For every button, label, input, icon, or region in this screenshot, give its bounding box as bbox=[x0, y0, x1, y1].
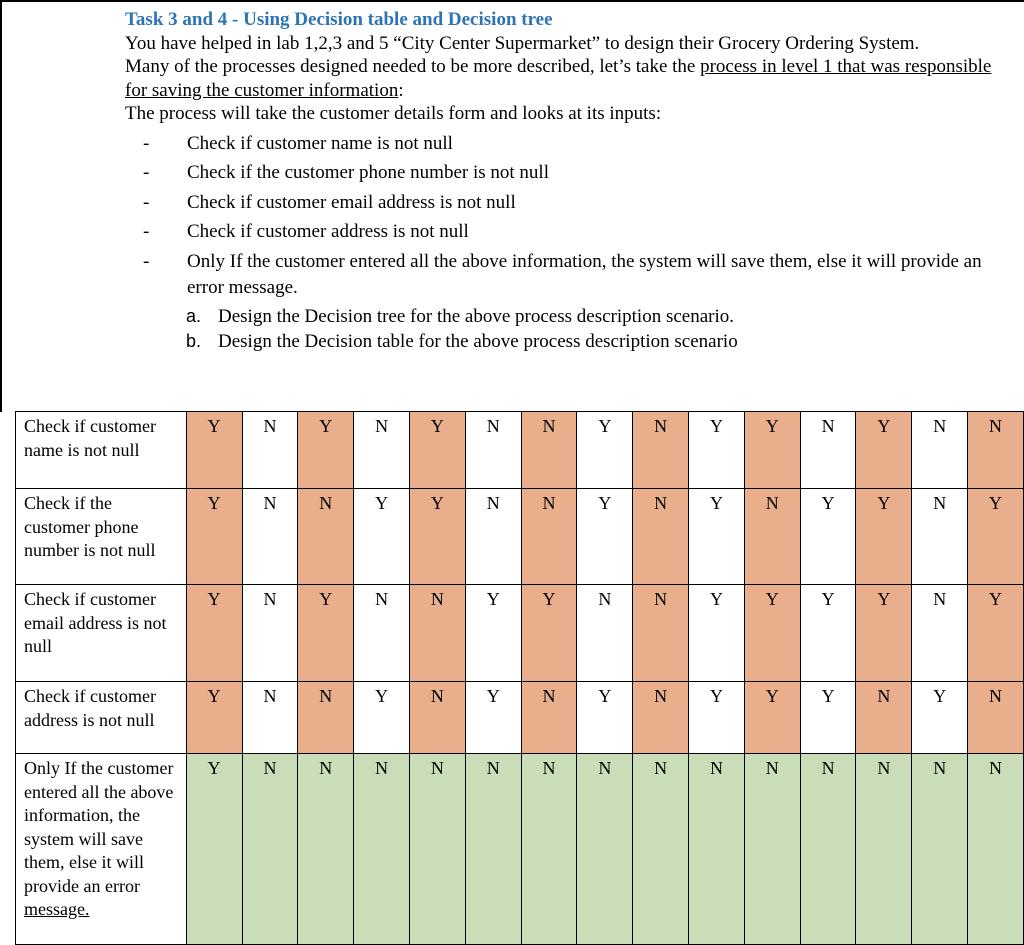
rule-cell: N bbox=[633, 754, 689, 945]
rule-cell: N bbox=[912, 754, 968, 945]
decision-table-row bbox=[16, 682, 1024, 754]
rule-cell: Y bbox=[298, 585, 354, 682]
rule-cell: Y bbox=[577, 682, 633, 754]
rule-cell: Y bbox=[689, 489, 745, 585]
rule-cell: N bbox=[577, 754, 633, 945]
rule-cell: Y bbox=[186, 682, 242, 754]
condition-cell: Check if customer email address is not null bbox=[16, 585, 187, 682]
rule-cell: Y bbox=[744, 585, 800, 682]
rule-cell: N bbox=[409, 585, 465, 682]
rule-cell: Y bbox=[521, 585, 577, 682]
rule-cell: N bbox=[409, 754, 465, 945]
rule-cell: Y bbox=[465, 585, 521, 682]
rule-cell: N bbox=[633, 682, 689, 754]
rule-cell: Y bbox=[912, 682, 968, 754]
rule-cell: N bbox=[744, 489, 800, 585]
rule-cell: Y bbox=[800, 585, 856, 682]
rule-cell: N bbox=[912, 585, 968, 682]
rule-cell: N bbox=[856, 754, 912, 945]
rule-cell: N bbox=[800, 412, 856, 489]
rule-cell: Y bbox=[186, 585, 242, 682]
rule-cell: N bbox=[298, 682, 354, 754]
rule-cell: N bbox=[242, 754, 298, 945]
bullet-item bbox=[125, 219, 1005, 245]
decision-table-row bbox=[16, 754, 1024, 945]
bullet-text: Only If the customer entered all the above information, the system will save them, else it will provide an error message. bbox=[187, 250, 982, 298]
rule-cell: Y bbox=[186, 489, 242, 585]
condition-cell bbox=[16, 754, 187, 945]
rule-cell: N bbox=[465, 754, 521, 945]
bullet-text: Check if customer name is not null bbox=[187, 132, 453, 154]
decision-table-row bbox=[16, 585, 1024, 682]
rule-cell: Y bbox=[856, 489, 912, 585]
bullet-dash: - bbox=[143, 250, 150, 272]
rule-cell: N bbox=[633, 412, 689, 489]
bullet-text: Check if customer email address is not null bbox=[187, 191, 516, 213]
rule-cell: Y bbox=[689, 585, 745, 682]
page-top-border bbox=[0, 0, 1024, 2]
rule-cell: Y bbox=[856, 585, 912, 682]
decision-table-row bbox=[16, 489, 1024, 585]
bullet-item bbox=[125, 190, 1005, 216]
decision-table bbox=[15, 411, 1024, 945]
rule-cell: Y bbox=[465, 682, 521, 754]
bullet-dash: - bbox=[143, 191, 150, 213]
rule-cell: N bbox=[744, 754, 800, 945]
bullet-dash: - bbox=[143, 162, 150, 183]
rule-cell: Y bbox=[409, 489, 465, 585]
rule-cell: Y bbox=[409, 412, 465, 489]
condition-cell: Check if customer name is not null bbox=[16, 412, 187, 489]
task-title: Task 3 and 4 - Using Decision table and Decision tree bbox=[125, 9, 553, 30]
task-paragraph-2: The process will take the customer details form and looks at its inputs: bbox=[125, 103, 662, 124]
rule-cell: Y bbox=[577, 412, 633, 489]
bullet-text: Check if the customer phone number is not null bbox=[187, 162, 549, 183]
rule-cell: N bbox=[242, 682, 298, 754]
sub-task-text: Design the Decision table for the above process description scenario bbox=[218, 331, 738, 352]
condition-text: Only If the customer entered all the above information, the system will save them, else it will provide an error bbox=[24, 758, 174, 896]
rule-cell: Y bbox=[968, 585, 1024, 682]
rule-cell: N bbox=[521, 489, 577, 585]
rule-cell: N bbox=[298, 489, 354, 585]
rule-cell: Y bbox=[354, 682, 410, 754]
rule-cell: N bbox=[354, 754, 410, 945]
rule-cell: N bbox=[242, 412, 298, 489]
rule-cell: N bbox=[633, 585, 689, 682]
sub-task-label: a. bbox=[186, 306, 202, 326]
rule-cell: N bbox=[521, 682, 577, 754]
rule-cell: Y bbox=[577, 489, 633, 585]
bullet-dash: - bbox=[143, 132, 150, 154]
paragraph-colon: : bbox=[398, 79, 404, 101]
task-intro: You have helped in lab 1,2,3 and 5 “City Center Supermarket” to design their Grocery Ordering System. bbox=[125, 32, 920, 54]
rule-cell: N bbox=[521, 754, 577, 945]
rule-cell: N bbox=[912, 412, 968, 489]
rule-cell: N bbox=[968, 682, 1024, 754]
rule-cell: N bbox=[689, 754, 745, 945]
sub-task-label: b. bbox=[186, 331, 202, 351]
paragraph-text: Many of the processes designed needed to be more described, let’s take the bbox=[125, 56, 701, 77]
condition-cell: Check if the customer phone number is not null bbox=[16, 489, 187, 585]
sub-task-text: Design the Decision tree for the above process description scenario. bbox=[218, 306, 734, 327]
bullet-text: Check if customer address is not null bbox=[187, 221, 469, 242]
rule-cell: N bbox=[521, 412, 577, 489]
rule-cell: N bbox=[242, 489, 298, 585]
rule-cell: Y bbox=[744, 412, 800, 489]
rule-cell: Y bbox=[298, 412, 354, 489]
sub-task-list bbox=[125, 304, 1005, 354]
rule-cell: N bbox=[577, 585, 633, 682]
rule-cell: Y bbox=[689, 682, 745, 754]
task-description bbox=[125, 8, 1005, 354]
rule-cell: Y bbox=[186, 412, 242, 489]
rule-cell: Y bbox=[968, 489, 1024, 585]
rule-cell: N bbox=[409, 682, 465, 754]
page-left-border bbox=[0, 0, 2, 412]
condition-cell: Check if customer address is not null bbox=[16, 682, 187, 754]
rule-cell: Y bbox=[800, 682, 856, 754]
rule-cell: N bbox=[968, 754, 1024, 945]
sub-task-item bbox=[125, 304, 1005, 329]
rule-cell: N bbox=[800, 754, 856, 945]
bullet-item bbox=[125, 131, 1005, 157]
rule-cell: Y bbox=[354, 489, 410, 585]
rule-cell: N bbox=[465, 489, 521, 585]
rule-cell: Y bbox=[689, 412, 745, 489]
bullet-item bbox=[125, 249, 1005, 301]
rule-cell: N bbox=[968, 412, 1024, 489]
rule-cell: N bbox=[856, 682, 912, 754]
rule-cell: Y bbox=[186, 754, 242, 945]
sub-task-item bbox=[125, 329, 1005, 354]
condition-bullet-list bbox=[125, 131, 1005, 301]
decision-table-row bbox=[16, 412, 1024, 489]
rule-cell: Y bbox=[744, 682, 800, 754]
rule-cell: N bbox=[465, 412, 521, 489]
process-reference: process in level 1 that was responsible for saving the customer information bbox=[125, 56, 992, 101]
rule-cell: N bbox=[912, 489, 968, 585]
rule-cell: N bbox=[633, 489, 689, 585]
condition-text-end: message. bbox=[24, 899, 90, 919]
rule-cell: N bbox=[242, 585, 298, 682]
bullet-item bbox=[125, 160, 1005, 186]
rule-cell: Y bbox=[800, 489, 856, 585]
rule-cell: N bbox=[354, 412, 410, 489]
rule-cell: Y bbox=[856, 412, 912, 489]
rule-cell: N bbox=[354, 585, 410, 682]
task-paragraph bbox=[125, 55, 1005, 102]
rule-cell: N bbox=[298, 754, 354, 945]
bullet-dash: - bbox=[143, 221, 150, 242]
